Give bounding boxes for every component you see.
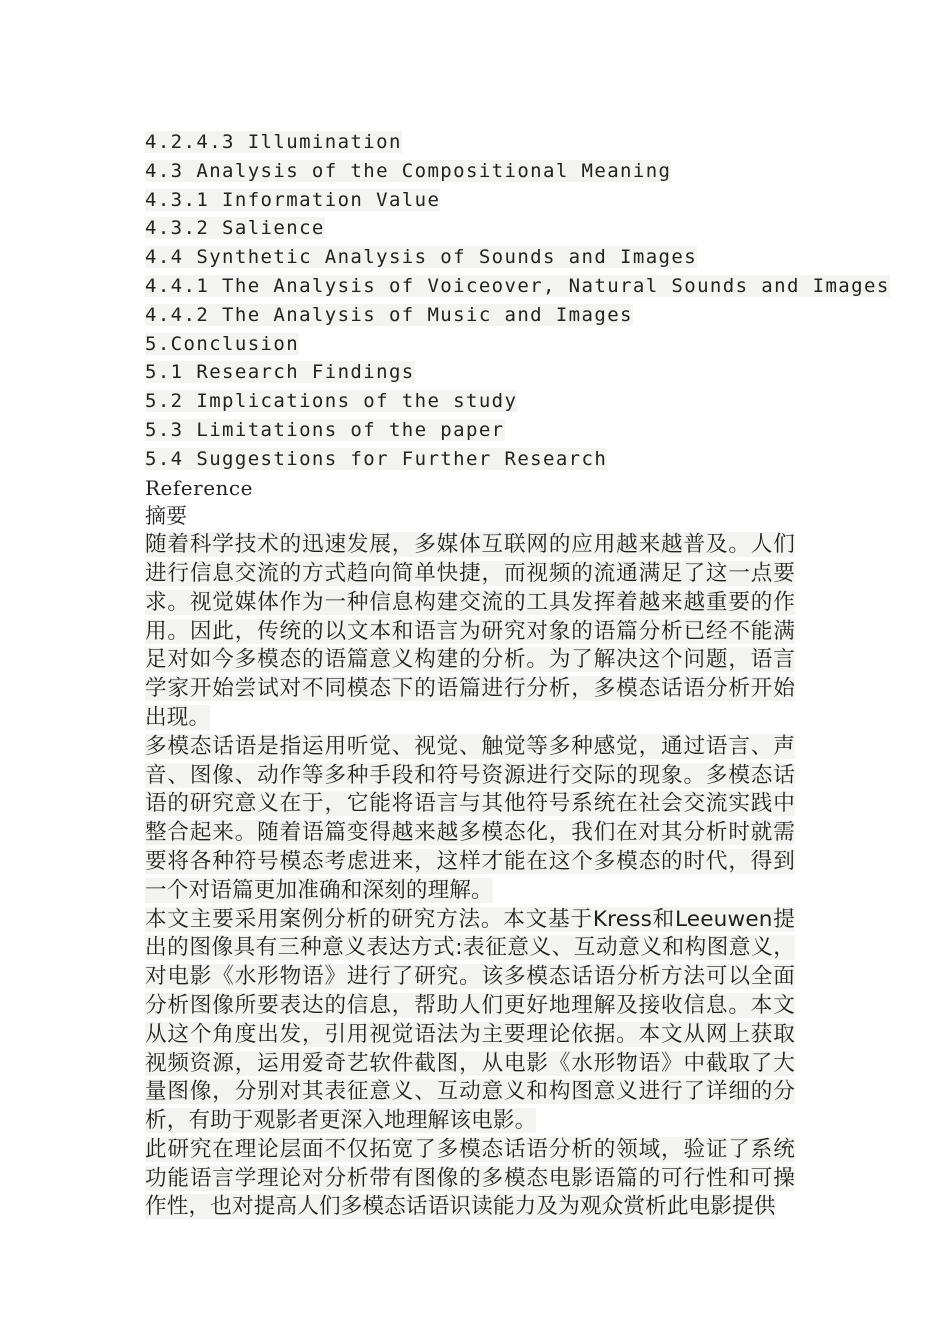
table-of-contents: [145, 128, 890, 474]
abstract-paragraph: 本文主要采用案例分析的研究方法。本文基于Kress和Leeuwen提出的图像具有三种意义表达方式:表征意义、互动意义和构图意义，对电影《水形物语》进行了研究。该多模态话语分析方法可以全面分析图像所要表达的信息，帮助人们更好地理解及接收信息。本文从这个角度出发，引用视觉语法为主要理论依据。本文从网上获取视频资源，运用爱奇艺软件截图，从电影《水形物语》中截取了大量图像，分别对其表征意义、互动意义和构图意义进行了详细的分析，有助于观影者更深入地理解该电影。: [145, 906, 795, 1134]
toc-entry: 5.4 Suggestions for Further Research: [145, 447, 608, 470]
reference-heading: Reference: [145, 475, 253, 500]
toc-entry: 4.3.1 Information Value: [145, 188, 441, 211]
abstract-body: [145, 531, 795, 1222]
toc-entry: 4.4 Synthetic Analysis of Sounds and Images: [145, 246, 698, 269]
toc-entry: 4.2.4.3 Illumination: [145, 131, 402, 153]
toc-entry: 5.3 Limitations of the paper: [145, 418, 505, 441]
toc-entry: 4.4.1 The Analysis of Voiceover, Natural Sounds and Images: [145, 274, 890, 297]
toc-entry: 4.4.2 The Analysis of Music and Images: [145, 303, 633, 326]
toc-entry: 5.1 Research Findings: [145, 361, 415, 384]
abstract-paragraph: 随着科学技术的迅速发展，多媒体互联网的应用越来越普及。人们进行信息交流的方式趋向简单快捷，而视频的流通满足了这一点要求。视觉媒体作为一种信息构建交流的工具发挥着越来越重要的作用。因此，传统的以文本和语言为研究对象的语篇分析已经不能满足对如今多模态的语篇意义构建的分析。为了解决这个问题，语言学家开始尝试对不同模态下的语篇进行分析，多模态话语分析开始出现。: [145, 532, 795, 730]
document-page: [145, 128, 890, 1222]
toc-entry: 5.2 Implications of the study: [145, 390, 518, 413]
toc-entry: 5.Conclusion: [145, 332, 300, 355]
abstract-paragraph: 多模态话语是指运用听觉、视觉、触觉等多种感觉，通过语言、声音、图像、动作等多种手段和符号资源进行交际的现象。多模态话语的研究意义在于，它能将语言与其他符号系统在社会交流实践中整合起来。随着语篇变得越来越多模态化，我们在对其分析时就需要将各种符号模态考虑进来，这样才能在这个多模态的时代，得到一个对语篇更加准确和深刻的理解。: [145, 733, 795, 903]
toc-entry: 4.3 Analysis of the Compositional Meaning: [145, 159, 672, 182]
abstract-paragraph: 此研究在理论层面不仅拓宽了多模态话语分析的领域，验证了系统功能语言学理论对分析带有图像的多模态电影语篇的可行性和可操作性，也对提高人们多模态话语识读能力及为观众赏析此电影提供: [145, 1136, 795, 1220]
abstract-title: 摘要: [145, 504, 187, 529]
toc-entry: 4.3.2 Salience: [145, 217, 325, 240]
